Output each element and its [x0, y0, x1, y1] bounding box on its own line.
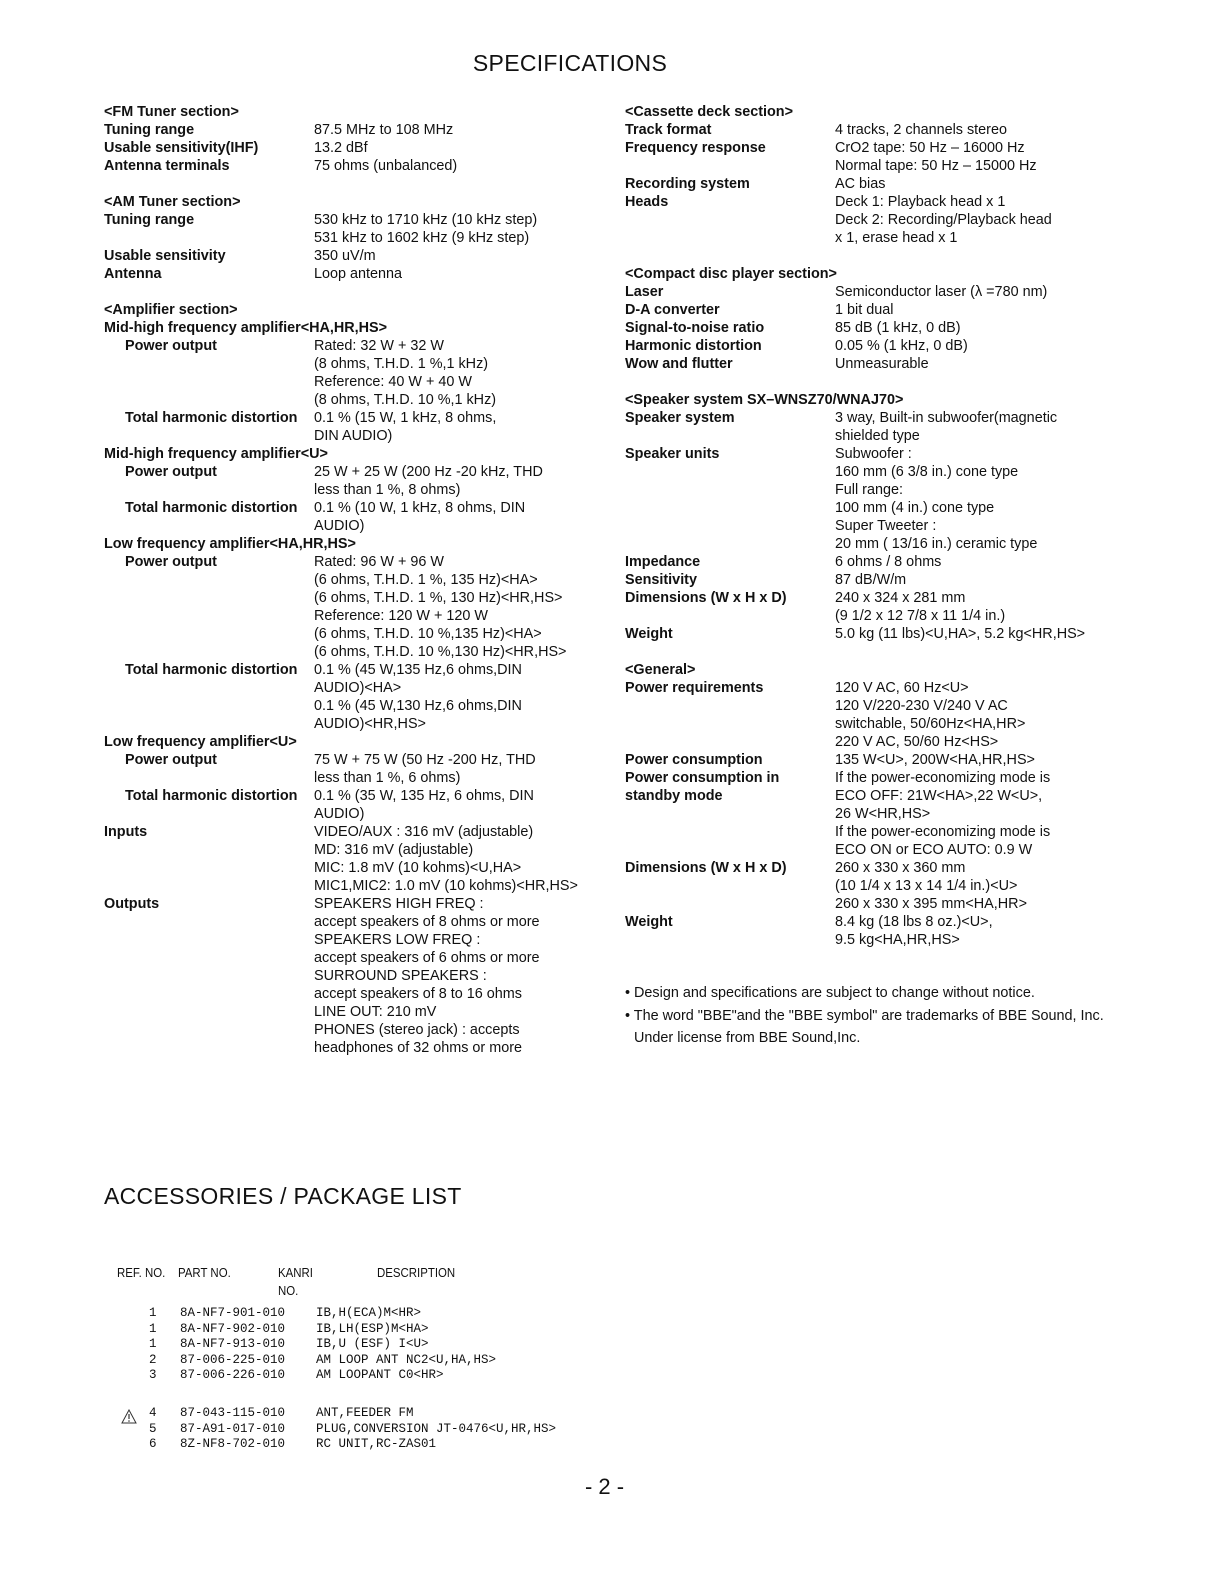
spec-row-recording-system [625, 175, 1210, 193]
spec-value [835, 913, 1210, 949]
spec-value-line: 530 kHz to 1710 kHz (10 kHz step) [314, 212, 538, 228]
spec-value-line: ECO ON or ECO AUTO: 0.9 W [835, 842, 1033, 858]
spec-label: D-A converter [625, 302, 720, 318]
section-heading: <Speaker system SX–WNSZ70/WNAJ70> [625, 392, 904, 408]
spec-row-antenna-terminals [104, 157, 604, 175]
spec-value-line: AUDIO) [314, 806, 365, 822]
spec-value-line: 4 tracks, 2 channels stereo [835, 122, 1007, 138]
spec-value [835, 175, 1210, 193]
specs-right-column [625, 103, 1210, 949]
spec-label: Speaker system [625, 410, 735, 426]
spec-value-line: Deck 2: Recording/Playback head [835, 212, 1052, 228]
spec-value [835, 769, 1210, 859]
spec-value-line: (10 1/4 x 13 x 14 1/4 in.)<U> [835, 878, 1018, 894]
spec-label: Power requirements [625, 680, 764, 696]
spec-label: Wow and flutter [625, 356, 733, 372]
spec-value-line: 350 uV/m [314, 248, 376, 264]
spec-row-speaker-units [625, 445, 1210, 553]
spec-value-line: (9 1/2 x 12 7/8 x 11 1/4 in.) [835, 608, 1006, 624]
spec-value-line: Unmeasurable [835, 356, 929, 372]
spec-value-line: (6 ohms, T.H.D. 10 %,130 Hz)<HR,HS> [314, 644, 567, 660]
spec-value [314, 121, 604, 139]
cell-part-no: 8A-NF7-913-010 [180, 1337, 286, 1351]
spec-label: Total harmonic distortion [125, 788, 298, 804]
spec-value-line: (8 ohms, T.H.D. 1 %,1 kHz) [314, 356, 489, 372]
spec-row-power-output [104, 553, 604, 661]
spec-value-line: AUDIO) [314, 518, 365, 534]
spec-value-line: MIC: 1.8 mV (10 kohms)<U,HA> [314, 860, 522, 876]
spacer [625, 643, 1210, 661]
spec-label: Power output [125, 338, 217, 354]
spec-label: Weight [625, 914, 673, 930]
spec-value [314, 211, 604, 247]
warning-icon [121, 1409, 137, 1424]
spec-label: Heads [625, 194, 669, 210]
cell-part-no: 87-006-225-010 [180, 1352, 286, 1367]
page-number: - 2 - [584, 1474, 625, 1499]
spec-label: Total harmonic distortion [125, 410, 298, 426]
spec-value-line: DIN AUDIO) [314, 428, 393, 444]
spec-value-line: 3 way, Built-in subwoofer(magnetic [835, 410, 1058, 426]
section-heading: <Amplifier section> [104, 302, 238, 318]
spec-value [835, 409, 1210, 445]
spec-row-signal-to-noise-ratio [625, 319, 1210, 337]
spec-row-usable-sensitivity-ihf [104, 139, 604, 157]
spec-value [314, 499, 604, 535]
spec-value-line: (6 ohms, T.H.D. 1 %, 135 Hz)<HA> [314, 572, 538, 588]
spec-value-line: AUDIO)<HR,HS> [314, 716, 426, 732]
spec-row-power-requirements [625, 679, 1210, 751]
spec-value-line: AC bias [835, 176, 886, 192]
spec-value [835, 445, 1210, 553]
spec-row-power-output [104, 463, 604, 499]
section-heading: <General> [625, 662, 696, 678]
spec-value-line: (8 ohms, T.H.D. 10 %,1 kHz) [314, 392, 497, 408]
spec-value-line: 5.0 kg (11 lbs)<U,HA>, 5.2 kg<HR,HS> [835, 626, 1086, 642]
spec-value-line: Semiconductor laser (λ =780 nm) [835, 284, 1048, 300]
spec-row-antenna [104, 265, 604, 283]
cell-ref-no: 1 [149, 1321, 157, 1336]
cell-ref-no: 1 [149, 1306, 157, 1320]
spec-row-frequency-response [625, 139, 1210, 175]
spec-row-total-harmonic-distortion [104, 499, 604, 535]
spec-value-line: VIDEO/AUX : 316 mV (adjustable) [314, 824, 534, 840]
spec-label: Antenna [104, 266, 162, 282]
spec-row-weight [625, 913, 1210, 949]
spec-value-line: 75 W + 75 W (50 Hz -200 Hz, THD [314, 752, 536, 768]
spec-label: Recording system [625, 176, 750, 192]
spec-label: Speaker units [625, 446, 720, 462]
spacer [625, 247, 1210, 265]
spec-value-line: Super Tweeter : [835, 518, 937, 534]
spec-value-line: 1 bit dual [835, 302, 894, 318]
spec-value-line: 87.5 MHz to 108 MHz [314, 122, 454, 138]
spec-row-track-format [625, 121, 1210, 139]
section-heading: <Cassette deck section> [625, 104, 793, 120]
spec-value [835, 139, 1210, 175]
header-ref-no: REF. NO. [117, 1265, 166, 1280]
spec-value-line: Full range: [835, 482, 903, 498]
header-kanri: KANRI [278, 1265, 313, 1280]
spec-label: Dimensions (W x H x D) [625, 590, 787, 606]
spec-value-line: headphones of 32 ohms or more [314, 1040, 522, 1056]
spec-label: Power consumption in standby mode [625, 770, 780, 804]
spec-row-total-harmonic-distortion [104, 787, 604, 823]
spec-value-line: 8.4 kg (18 lbs 8 oz.)<U>, [835, 914, 993, 930]
note-license: Under license from BBE Sound,Inc. [634, 1030, 861, 1046]
spec-value [314, 751, 604, 787]
cell-description: AM LOOPANT C0<HR> [316, 1368, 444, 1382]
note-design: • Design and specifications are subject to change without notice. [625, 985, 1035, 1001]
spec-row-wow-and-flutter [625, 355, 1210, 373]
spec-value [835, 319, 1210, 337]
spec-label: Inputs [104, 824, 148, 840]
spec-value [835, 571, 1210, 589]
section-heading: Low frequency amplifier<HA,HR,HS> [104, 536, 356, 552]
spec-row-inputs [104, 823, 604, 895]
section-heading: <Compact disc player section> [625, 266, 837, 282]
spec-label: Power consumption [625, 752, 763, 768]
cell-ref-no: 6 [149, 1437, 157, 1451]
spec-value-line: 240 x 324 x 281 mm [835, 590, 966, 606]
cell-description: ANT,FEEDER FM [316, 1406, 414, 1420]
cell-description: IB,H(ECA)M<HR> [316, 1306, 422, 1320]
spec-value [314, 157, 604, 175]
spec-value [835, 337, 1210, 355]
cell-part-no: 87-043-115-010 [180, 1406, 286, 1420]
spec-value-line: Reference: 40 W + 40 W [314, 374, 472, 390]
spec-value-line: 220 V AC, 50/60 Hz<HS> [835, 734, 999, 750]
spec-value-line: 0.1 % (10 W, 1 kHz, 8 ohms, DIN [314, 500, 526, 516]
section-heading: Low frequency amplifier<U> [104, 734, 297, 750]
spec-row-power-output [104, 337, 604, 409]
spec-label: Tuning range [104, 212, 195, 228]
spec-value-line: Normal tape: 50 Hz – 15000 Hz [835, 158, 1037, 174]
spec-value-line: Loop antenna [314, 266, 403, 282]
spec-value-line: 0.1 % (35 W, 135 Hz, 6 ohms, DIN [314, 788, 534, 804]
spec-label: Total harmonic distortion [125, 662, 298, 678]
spec-value-line: SPEAKERS HIGH FREQ : [314, 896, 484, 912]
spec-value [835, 283, 1210, 301]
cell-description: PLUG,CONVERSION JT-0476<U,HR,HS> [316, 1421, 557, 1436]
cell-part-no: 87-A91-017-010 [180, 1421, 286, 1436]
spec-value-line: accept speakers of 8 ohms or more [314, 914, 540, 930]
spec-label: Dimensions (W x H x D) [625, 860, 787, 876]
spec-label: Harmonic distortion [625, 338, 762, 354]
spec-label: Antenna terminals [104, 158, 230, 174]
cell-part-no: 8A-NF7-901-010 [180, 1306, 286, 1320]
spec-value-line: If the power-economizing mode is [835, 824, 1051, 840]
cell-part-no: 8Z-NF8-702-010 [180, 1437, 286, 1451]
spec-value [314, 265, 604, 283]
spec-label: Sensitivity [625, 572, 697, 588]
spec-value-line: switchable, 50/60Hz<HA,HR> [835, 716, 1026, 732]
spec-label: Laser [625, 284, 664, 300]
spec-value [835, 589, 1210, 625]
spec-label: Power output [125, 752, 217, 768]
spec-value-line: 85 dB (1 kHz, 0 dB) [835, 320, 961, 336]
spec-label: Impedance [625, 554, 701, 570]
spec-label: Total harmonic distortion [125, 500, 298, 516]
spec-value [314, 661, 604, 733]
specs-left-column [104, 103, 604, 1057]
spec-value-line: 135 W<U>, 200W<HA,HR,HS> [835, 752, 1035, 768]
accessories-title: ACCESSORIES / PACKAGE LIST [104, 1183, 462, 1209]
spec-value-line: 87 dB/W/m [835, 572, 907, 588]
spec-value-line: 9.5 kg<HA,HR,HS> [835, 932, 960, 948]
spec-label: Weight [625, 626, 673, 642]
spec-label: Usable sensitivity(IHF) [104, 140, 259, 156]
cell-ref-no: 3 [149, 1368, 157, 1382]
spec-value-line: less than 1 %, 8 ohms) [314, 482, 461, 498]
spec-value-line: 26 W<HR,HS> [835, 806, 931, 822]
spec-value-line: SURROUND SPEAKERS : [314, 968, 487, 984]
spec-value-line: x 1, erase head x 1 [835, 230, 958, 246]
spec-value-line: shielded type [835, 428, 920, 444]
spec-row-power-output [104, 751, 604, 787]
spec-row-d-a-converter [625, 301, 1210, 319]
spec-value-line: 75 ohms (unbalanced) [314, 158, 458, 174]
spec-value-line: 13.2 dBf [314, 140, 368, 156]
spec-row-dimensions-w-x-h-x-d [625, 859, 1210, 913]
spec-row-harmonic-distortion [625, 337, 1210, 355]
spec-value-line: 100 mm (4 in.) cone type [835, 500, 995, 516]
header-kanri-no: NO. [278, 1283, 299, 1298]
cell-description: IB,LH(ESP)M<HA> [316, 1321, 429, 1336]
spec-value-line: If the power-economizing mode is [835, 770, 1051, 786]
spec-value [835, 859, 1210, 913]
spec-value-line: CrO2 tape: 50 Hz – 16000 Hz [835, 140, 1025, 156]
spec-value-line: PHONES (stereo jack) : accepts [314, 1022, 520, 1038]
spec-row-impedance [625, 553, 1210, 571]
spec-value-line: 25 W + 25 W (200 Hz -20 kHz, THD [314, 464, 543, 480]
notes [625, 982, 1185, 1050]
spec-value [314, 409, 604, 445]
spec-value [835, 625, 1210, 643]
spec-row-total-harmonic-distortion [104, 409, 604, 445]
section-heading: <FM Tuner section> [104, 104, 239, 120]
spec-row-speaker-system [625, 409, 1210, 445]
spec-value-line: 0.1 % (15 W, 1 kHz, 8 ohms, [314, 410, 497, 426]
spec-row-usable-sensitivity [104, 247, 604, 265]
spec-value-line: Rated: 96 W + 96 W [314, 554, 444, 570]
spec-value-line: 0.1 % (45 W,130 Hz,6 ohms,DIN [314, 698, 522, 714]
spec-row-sensitivity [625, 571, 1210, 589]
spec-value [835, 751, 1210, 769]
spec-value-line: 531 kHz to 1602 kHz (9 kHz step) [314, 230, 530, 246]
spec-label: Signal-to-noise ratio [625, 320, 765, 336]
spec-value-line: 260 x 330 x 395 mm<HA,HR> [835, 896, 1027, 912]
spacer [104, 283, 604, 301]
spec-value-line: 6 ohms / 8 ohms [835, 554, 942, 570]
spec-value [835, 301, 1210, 319]
spec-value-line: less than 1 %, 6 ohms) [314, 770, 461, 786]
note-bbe: • The word "BBE"and the "BBE symbol" are trademarks of BBE Sound, Inc. [625, 1007, 1104, 1024]
cell-description: IB,U (ESF) I<U> [316, 1337, 429, 1351]
spec-value [835, 121, 1210, 139]
header-description: DESCRIPTION [377, 1265, 456, 1280]
spec-value-line: 0.05 % (1 kHz, 0 dB) [835, 338, 968, 354]
spec-value-line: AUDIO)<HA> [314, 680, 402, 696]
spec-value [314, 337, 604, 409]
spec-value [835, 193, 1210, 247]
cell-part-no: 87-006-226-010 [180, 1368, 286, 1382]
spec-value [314, 553, 604, 661]
spec-value-line: LINE OUT: 210 mV [314, 1004, 437, 1020]
spec-row-dimensions-w-x-h-x-d [625, 589, 1210, 625]
section-heading: Mid-high frequency amplifier<U> [104, 446, 328, 462]
spec-label: Tuning range [104, 122, 195, 138]
spec-value-line: MIC1,MIC2: 1.0 mV (10 kohms)<HR,HS> [314, 878, 578, 894]
spec-value-line: Reference: 120 W + 120 W [314, 608, 488, 624]
spec-row-total-harmonic-distortion [104, 661, 604, 733]
spec-value-line: Subwoofer : [835, 446, 912, 462]
spec-row-power-consumption [625, 751, 1210, 769]
spec-value-line: accept speakers of 8 to 16 ohms [314, 986, 522, 1002]
spec-row-tuning-range [104, 211, 604, 247]
spec-value-line: 160 mm (6 3/8 in.) cone type [835, 464, 1019, 480]
spacer [625, 373, 1210, 391]
header-part-no: PART NO. [178, 1265, 231, 1280]
section-heading: <AM Tuner section> [104, 194, 241, 210]
spec-value-line: Deck 1: Playback head x 1 [835, 194, 1006, 210]
spacer [104, 175, 604, 193]
spec-value [835, 355, 1210, 373]
section-heading: Mid-high frequency amplifier<HA,HR,HS> [104, 320, 388, 336]
page-title: SPECIFICATIONS [472, 50, 668, 76]
spec-value-line: 120 V AC, 60 Hz<U> [835, 680, 969, 696]
cell-description: RC UNIT,RC-ZAS01 [316, 1437, 437, 1451]
spec-value [314, 247, 604, 265]
cell-ref-no: 1 [149, 1337, 157, 1351]
spec-value-line: 120 V/220-230 V/240 V AC [835, 698, 1008, 714]
spec-value-line: accept speakers of 6 ohms or more [314, 950, 540, 966]
spec-value-line: (6 ohms, T.H.D. 10 %,135 Hz)<HA> [314, 626, 542, 642]
spec-value [314, 895, 604, 1057]
spec-value-line: Rated: 32 W + 32 W [314, 338, 444, 354]
spec-label: Usable sensitivity [104, 248, 226, 264]
cell-ref-no: 2 [149, 1352, 157, 1367]
spec-value [835, 553, 1210, 571]
spec-row-power-consumption-in-standby-mode [625, 769, 1210, 859]
spec-row-laser [625, 283, 1210, 301]
spec-value-line: 20 mm ( 13/16 in.) ceramic type [835, 536, 1038, 552]
cell-ref-no: 5 [149, 1421, 157, 1436]
spec-row-tuning-range [104, 121, 604, 139]
spec-value-line: 0.1 % (45 W,135 Hz,6 ohms,DIN [314, 662, 522, 678]
spec-value-line: MD: 316 mV (adjustable) [314, 842, 474, 858]
spec-value-line: ECO OFF: 21W<HA>,22 W<U>, [835, 788, 1043, 804]
spec-value [314, 139, 604, 157]
spec-label: Outputs [104, 896, 160, 912]
spec-value-line: SPEAKERS LOW FREQ : [314, 932, 481, 948]
spec-label: Frequency response [625, 140, 766, 156]
spec-row-outputs [104, 895, 604, 1057]
cell-part-no: 8A-NF7-902-010 [180, 1321, 286, 1336]
spec-row-weight [625, 625, 1210, 643]
spec-label: Power output [125, 464, 217, 480]
cell-ref-no: 4 [149, 1406, 157, 1420]
cell-description: AM LOOP ANT NC2<U,HA,HS> [316, 1352, 497, 1367]
spec-label: Power output [125, 554, 217, 570]
spec-value-line: (6 ohms, T.H.D. 1 %, 130 Hz)<HR,HS> [314, 590, 563, 606]
spec-row-heads [625, 193, 1210, 247]
spec-value [314, 463, 604, 499]
spec-value-line: 260 x 330 x 360 mm [835, 860, 966, 876]
spec-value [314, 823, 604, 895]
spec-label: Track format [625, 122, 712, 138]
spec-value [314, 787, 604, 823]
spec-value [835, 679, 1210, 751]
